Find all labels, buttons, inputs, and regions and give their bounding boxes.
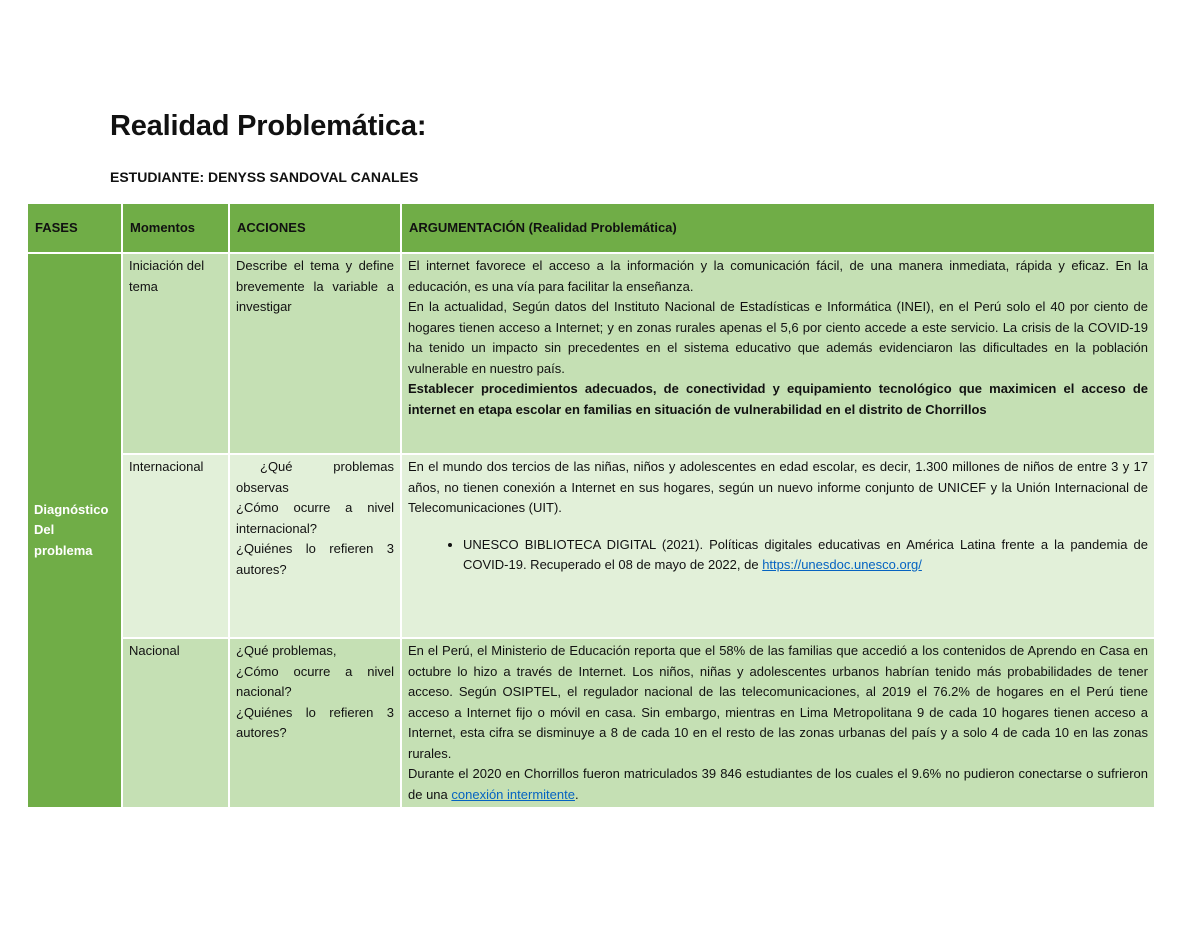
header-momentos: Momentos — [122, 203, 229, 253]
phase-label-line: Diagnóstico — [34, 501, 109, 517]
momento-cell: Nacional — [122, 638, 229, 808]
arg-text: Durante el 2020 en Chorrillos fueron matriculados 39 846 estudiantes de los cuales el 9.6% no pudieron conectarse o sufrieron de una — [408, 766, 1148, 802]
arg-paragraph — [408, 764, 1148, 805]
arg-paragraph-bold: Establecer procedimientos adecuados, de conectividad y equipamiento tecnológico que maximicen el acceso de internet en etapa escolar en familias en situación de vulnerabilidad en el distrito de Chorrillos — [408, 381, 1148, 417]
table-header-row — [27, 203, 1155, 253]
arg-paragraph: En la actualidad, Según datos del Instituto Nacional de Estadísticas e Informática (INEI), en el Perú solo el 40 por ciento de hogares tienen acceso a Internet; y en zonas rurales apenas el 5,6 por ciento accede a este servicio. La crisis de la COVID-19 ha tenido un impacto sin precedentes en el sistema educativo que además evidenciaron las dificultades en la población vulnerable en nuestro país. — [408, 299, 1148, 376]
argumentacion-cell — [401, 253, 1155, 454]
page-title: Realidad Problemática: — [110, 110, 427, 142]
header-argumentacion: ARGUMENTACIÓN (Realidad Problemática) — [401, 203, 1155, 253]
student-name: ESTUDIANTE: DENYSS SANDOVAL CANALES — [110, 169, 419, 185]
accion-line: ¿Quiénes lo refieren 3 autores? — [236, 704, 394, 740]
problem-reality-table — [26, 202, 1156, 809]
accion-cell — [229, 454, 401, 638]
reference-text: UNESCO BIBLIOTECA DIGITAL (2021). Políticas digitales educativas en América Latina frente a la pandemia de COVID-19. Recuperado el 08 de mayo de 2022, de — [463, 536, 1148, 572]
header-fases: FASES — [27, 203, 122, 253]
momento-cell: Iniciación del tema — [122, 253, 229, 454]
table-row — [27, 454, 1155, 638]
argumentacion-cell — [401, 638, 1155, 808]
intermittent-connection-link[interactable]: conexión intermitente — [451, 786, 575, 802]
table-row — [27, 638, 1155, 808]
accion-line: ¿Qué problemas, — [236, 643, 337, 658]
phase-cell — [27, 253, 122, 808]
reference-list — [408, 535, 1148, 576]
phase-label-line: Del — [34, 522, 55, 538]
accion-cell: Describe el tema y define brevemente la variable a investigar — [229, 253, 401, 454]
reference-item — [463, 535, 1148, 576]
phase-label-line: problema — [34, 542, 93, 558]
arg-text-end: . — [574, 786, 579, 802]
unesco-link[interactable]: https://unesdoc.unesco.org/ — [762, 557, 922, 572]
arg-paragraph: En el Perú, el Ministerio de Educación reporta que el 58% de las familias que accedió a los contenidos de Aprendo en Casa en octubre lo hizo a través de Internet. Los niños, niñas y adolescentes urbanos habrían tenido más probabilidades de tener acceso. Según OSIPTEL, el regulador nacional de las telecomunicaciones, al 2019 el 76.2% de hogares en el Perú tiene acceso a Internet fijo o móvil en casa. Sin embargo, mientras en Lima Metropolitana 9 de cada 10 hogares tienen acceso a Internet, esta cifra se disminuye a 8 de cada 10 en el resto de las zonas urbanas del país y a solo 4 de cada 10 en las zonas rurales. — [408, 643, 1148, 761]
table-row — [27, 253, 1155, 454]
accion-line: ¿Qué problemas observas — [236, 459, 394, 495]
arg-paragraph: El internet favorece el acceso a la información y la comunicación fácil, de una manera inmediata, rápida y eficaz. En la educación, es una vía para facilitar la enseñanza. — [408, 258, 1148, 294]
accion-line: ¿Quiénes lo refieren 3 autores? — [236, 541, 394, 577]
accion-line: ¿Cómo ocurre a nivel internacional? — [236, 500, 394, 536]
argumentacion-cell — [401, 454, 1155, 638]
accion-line: ¿Cómo ocurre a nivel nacional? — [236, 663, 394, 699]
header-acciones: ACCIONES — [229, 203, 401, 253]
momento-cell: Internacional — [122, 454, 229, 638]
arg-paragraph: En el mundo dos tercios de las niñas, niños y adolescentes en edad escolar, es decir, 1.300 millones de niños de entre 3 y 17 años, no tienen conexión a Internet en sus hogares, según un nuevo informe conjunto de UNICEF y la Unión Internacional de Telecomunicaciones (UIT). — [408, 459, 1148, 515]
accion-cell — [229, 638, 401, 808]
